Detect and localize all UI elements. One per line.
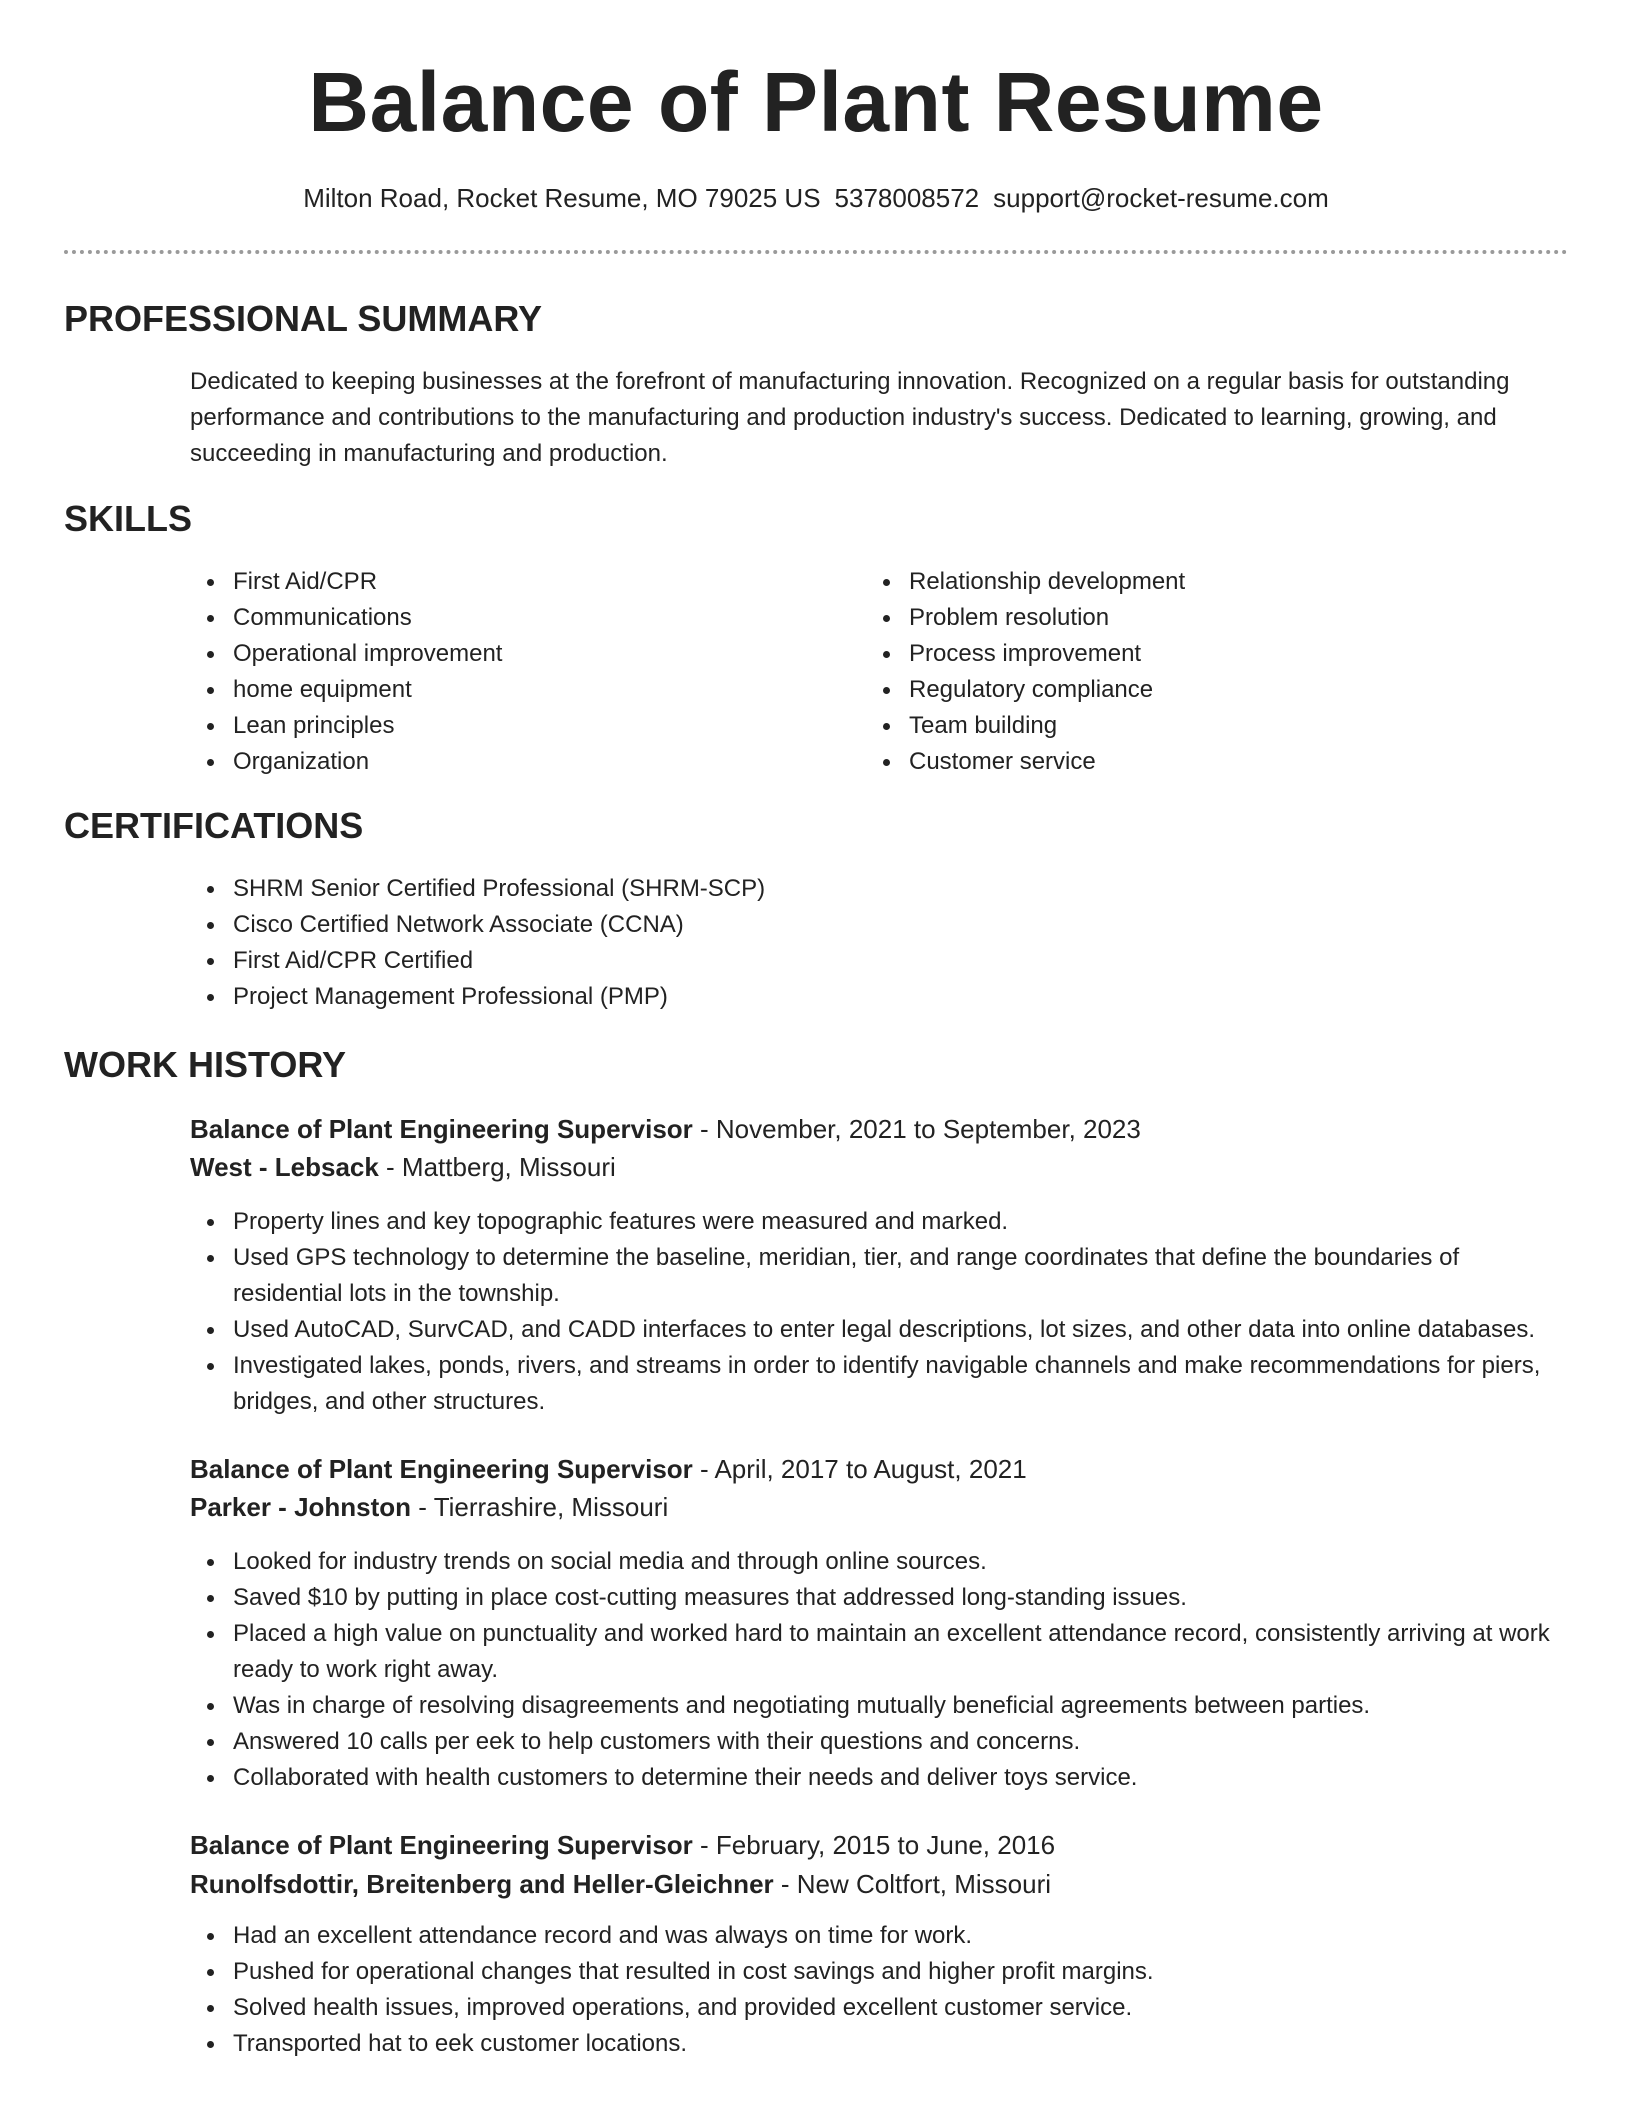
job-dates: - April, 2017 to August, 2021 [692,1454,1027,1484]
skill-item: home equipment [190,672,850,708]
contact-phone: 5378008572 [834,183,980,213]
job-bullet: Had an excellent attendance record and was always on time for work. [190,1918,1570,1954]
job-bullet: Looked for industry trends on social media and through online sources. [190,1544,1570,1580]
job-bullet: Property lines and key topographic features were measured and marked. [190,1204,1570,1240]
job-company-line [190,1488,1570,1526]
job-company: Parker - Johnston [190,1492,412,1522]
summary-text: Dedicated to keeping businesses at the forefront of manufacturing innovation. Recognized on a regular basis for outstanding performance and contributions to the manufacturing and production industry's success. Dedicated to learning, growing, and succeeding in manufacturing and production. [190,368,1510,467]
job-bullet: Solved health issues, improved operations, and provided excellent customer service. [190,1990,1570,2026]
certification-item: Project Management Professional (PMP) [190,979,1570,1015]
skill-item: Lean principles [190,708,850,744]
certification-item: SHRM Senior Certified Professional (SHRM-SCP) [190,871,1570,907]
skill-item: Communications [190,600,850,636]
skill-item: Relationship development [866,564,1566,600]
job-bullets [190,1544,1570,1796]
skill-item: Operational improvement [190,636,850,672]
contact-line [64,180,1568,216]
job-bullet: Was in charge of resolving disagreements and negotiating mutually beneficial agreements between parties. [190,1688,1570,1724]
job-dates: - February, 2015 to June, 2016 [692,1830,1056,1860]
skill-item: Process improvement [866,636,1566,672]
skill-item: Organization [190,744,850,780]
job-company: West - Lebsack [190,1152,379,1182]
certification-item: First Aid/CPR Certified [190,943,1570,979]
job-company-line [190,1865,1570,1903]
resume-page [64,0,1568,2112]
job-company: Runolfsdottir, Breitenberg and Heller-Gleichner [190,1869,774,1899]
job-bullet: Saved $10 by putting in place cost-cutting measures that addressed long-standing issues. [190,1580,1570,1616]
skill-item: Customer service [866,744,1566,780]
job-title: Balance of Plant Engineering Supervisor [190,1114,693,1144]
certifications-heading: CERTIFICATIONS [64,805,364,846]
contact-address: Milton Road, Rocket Resume, MO 79025 US [303,183,821,213]
resume-title: Balance of Plant Resume [308,55,1324,149]
job-bullet: Placed a high value on punctuality and worked hard to maintain an excellent attendance record, consistently arriving at work ready to work right away. [190,1616,1570,1688]
job-title-line [190,1110,1570,1148]
job-title-line [190,1826,1570,1864]
skills-list-right [866,564,1566,780]
job-title-line [190,1450,1570,1488]
job-location: - Mattberg, Missouri [378,1152,616,1182]
skills-heading: SKILLS [64,498,193,539]
job-bullet: Used GPS technology to determine the baseline, meridian, tier, and range coordinates that define the boundaries of residential lots in the township. [190,1240,1570,1312]
skills-list-left [190,564,850,780]
job-location: - Tierrashire, Missouri [411,1492,669,1522]
skill-item: Regulatory compliance [866,672,1566,708]
job-bullet: Investigated lakes, ponds, rivers, and streams in order to identify navigable channels and make recommendations for piers, bridges, and other structures. [190,1348,1570,1420]
certifications-list [190,871,1570,1015]
job-dates: - November, 2021 to September, 2023 [692,1114,1141,1144]
job-bullet: Answered 10 calls per eek to help customers with their questions and concerns. [190,1724,1570,1760]
job-title: Balance of Plant Engineering Supervisor [190,1454,693,1484]
skill-item: Team building [866,708,1566,744]
summary-heading: PROFESSIONAL SUMMARY [64,298,543,339]
job-bullet: Pushed for operational changes that resulted in cost savings and higher profit margins. [190,1954,1570,1990]
job-bullet: Collaborated with health customers to determine their needs and deliver toys service. [190,1760,1570,1796]
job-company-line [190,1148,1570,1186]
job-location: - New Coltfort, Missouri [773,1869,1052,1899]
certification-item: Cisco Certified Network Associate (CCNA) [190,907,1570,943]
job-bullet: Transported hat to eek customer locations. [190,2026,1570,2062]
skill-item: First Aid/CPR [190,564,850,600]
work-history-heading: WORK HISTORY [64,1044,347,1085]
job-title: Balance of Plant Engineering Supervisor [190,1830,693,1860]
contact-email: support@rocket-resume.com [993,183,1329,213]
header-divider [64,250,1568,254]
job-bullet: Used AutoCAD, SurvCAD, and CADD interfaces to enter legal descriptions, lot sizes, and other data into online databases. [190,1312,1570,1348]
skill-item: Problem resolution [866,600,1566,636]
job-bullets [190,1918,1570,2062]
job-bullets [190,1204,1570,1420]
